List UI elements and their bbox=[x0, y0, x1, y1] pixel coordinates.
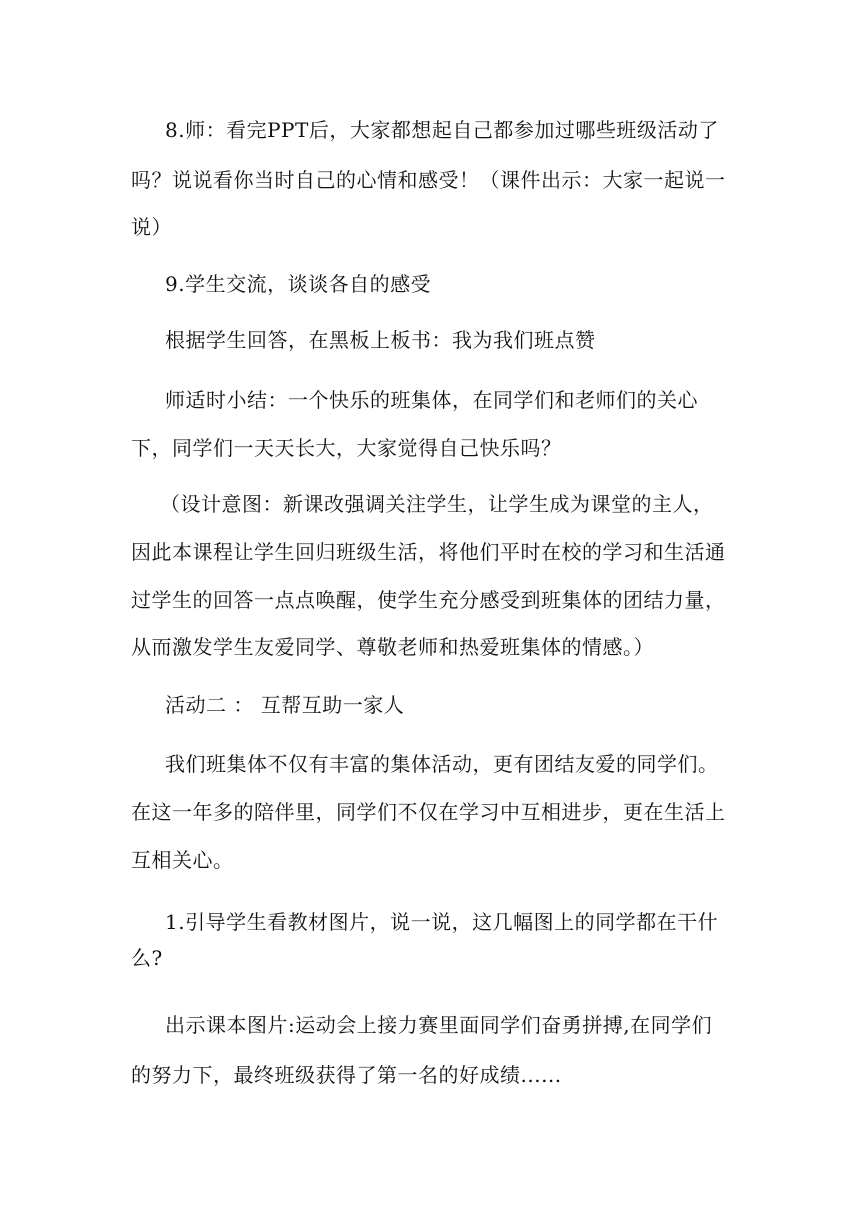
paragraph-line: 在这一年多的陪伴里，同学们不仅在学习中互相进步，更在生活上 bbox=[131, 800, 726, 824]
paragraph-line: 根据学生回答，在黑板上板书：我为我们班点赞 bbox=[165, 328, 596, 352]
paragraph-line: 9.学生交流，谈谈各自的感受 bbox=[165, 272, 432, 296]
paragraph-line: （设计意图：新课改强调关注学生，让学生成为课堂的主人， bbox=[160, 492, 714, 516]
paragraph-line: 1.引导学生看教材图片，说一说，这几幅图上的同学都在干什 bbox=[165, 910, 719, 934]
paragraph-line: 么? bbox=[131, 946, 163, 970]
paragraph-line: 师适时小结：一个快乐的班集体，在同学们和老师们的关心 bbox=[165, 388, 698, 412]
paragraph-line: 8.师：看完PPT后，大家都想起自己都参加过哪些班级活动了 bbox=[165, 118, 719, 142]
paragraph-line: 我们班集体不仅有丰富的集体活动，更有团结友爱的同学们。 bbox=[165, 752, 719, 776]
paragraph-line: 出示课本图片:运动会上接力赛里面同学们奋勇拼搏,在同学们 bbox=[165, 1013, 713, 1037]
paragraph-line: 的努力下，最终班级获得了第一名的好成绩...... bbox=[131, 1063, 562, 1087]
paragraph-line: 下，同学们一天天长大，大家觉得自己快乐吗？ bbox=[131, 436, 562, 460]
paragraph-line: 说） bbox=[131, 215, 172, 239]
section-heading: 活动二 ： 互帮互助一家人 bbox=[165, 693, 405, 717]
paragraph-line: 互相关心。 bbox=[131, 848, 234, 872]
paragraph-line: 因此本课程让学生回归班级生活，将他们平时在校的学习和生活通 bbox=[131, 540, 726, 564]
paragraph-line: 吗？说说看你当时自己的心情和感受！（课件出示：大家一起说一 bbox=[131, 168, 726, 192]
paragraph-line: 从而激发学生友爱同学、尊敬老师和热爱班集体的情感。） bbox=[131, 635, 654, 659]
paragraph-line: 过学生的回答一点点唤醒，使学生充分感受到班集体的团结力量， bbox=[131, 588, 726, 612]
